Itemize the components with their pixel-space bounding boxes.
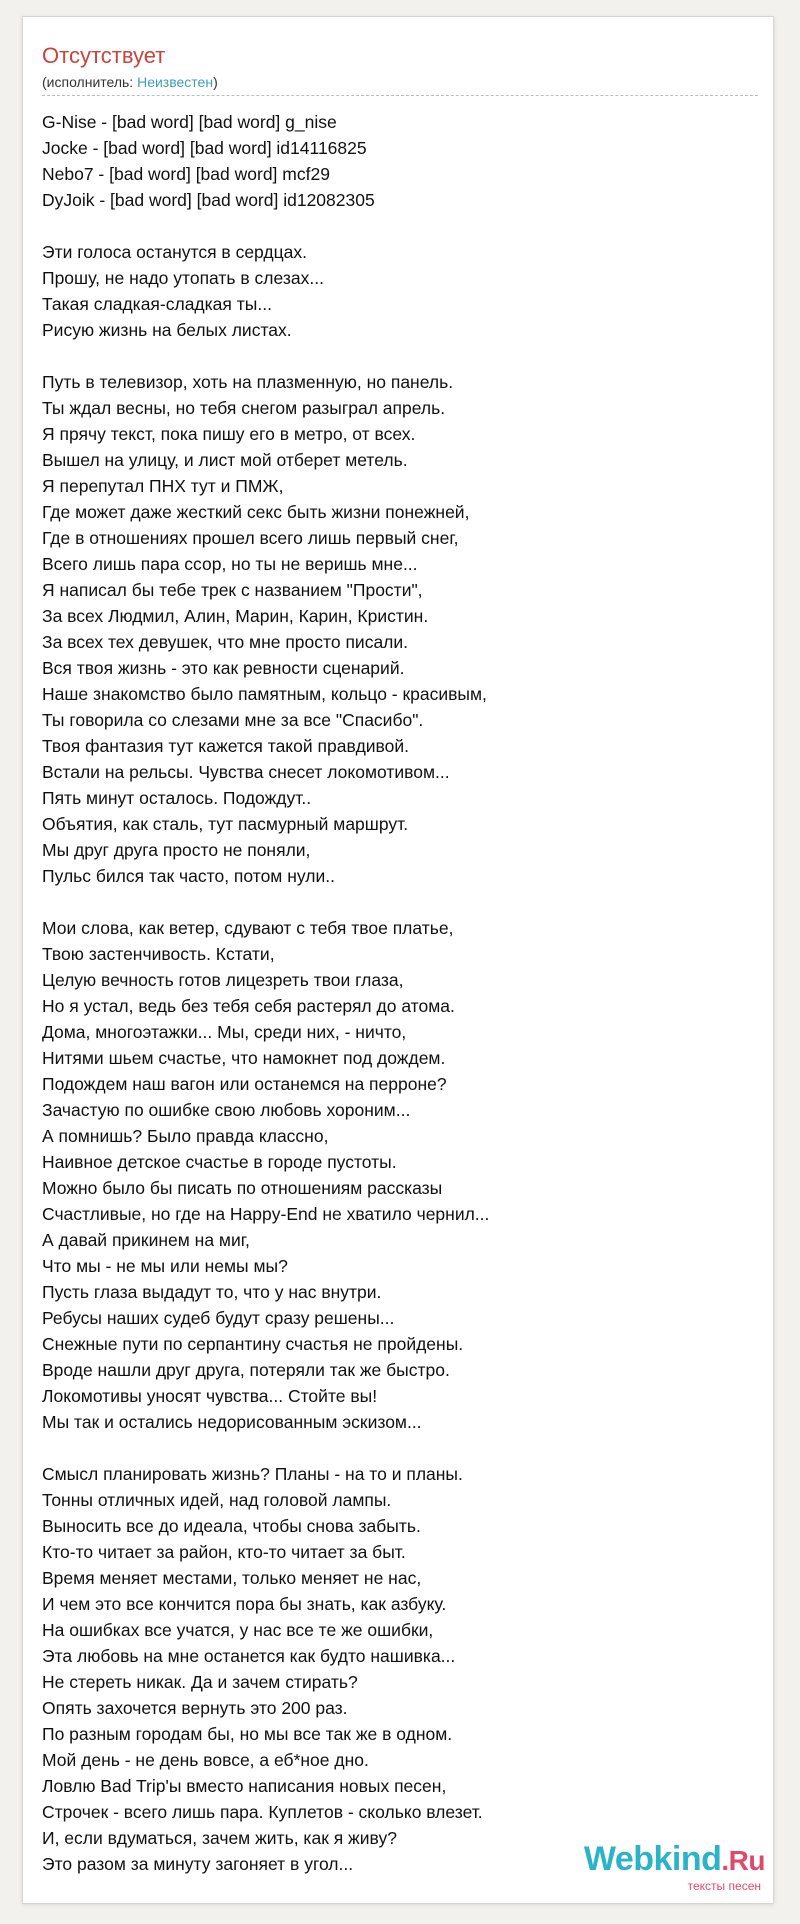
lyric-line: Эта любовь на мне останется как будто нашивка... (42, 1646, 456, 1666)
lyric-line: Локомотивы уносят чувства... Стойте вы! (42, 1386, 378, 1406)
lyric-line: Нитями шьем счастье, что намокнет под дождем. (42, 1048, 446, 1068)
lyric-line: На ошибках все учатся, у нас все те же ошибки, (42, 1620, 434, 1640)
lyric-line: По разным городам бы, но мы все так же в одном. (42, 1724, 453, 1744)
lyric-line: Что мы - не мы или немы мы? (42, 1256, 288, 1276)
lyric-line: Ловлю Bad Trip'ы вместо написания новых песен, (42, 1776, 447, 1796)
lyric-line: Где может даже жесткий секс быть жизни понежней, (42, 502, 470, 522)
lyric-line: Опять захочется вернуть это 200 раз. (42, 1698, 348, 1718)
lyrics-stanza (42, 369, 758, 889)
lyric-line: Кто-то читает за район, кто-то читает за быт. (42, 1542, 406, 1562)
lyric-line: Рисую жизнь на белых листах. (42, 320, 292, 340)
title-divider (42, 95, 758, 96)
watermark-tld: .Ru (721, 1845, 765, 1876)
lyrics-stanza (42, 239, 758, 343)
lyric-line: Путь в телевизор, хоть на плазменную, но панель. (42, 372, 454, 392)
lyric-line: Я перепутал ПНХ тут и ПМЖ, (42, 476, 284, 496)
lyric-line: Мы друг друга просто не поняли, (42, 840, 311, 860)
lyric-line: G-Nise - [bad word] [bad word] g_nise (42, 112, 337, 132)
lyric-line: Jocke - [bad word] [bad word] id14116825 (42, 138, 367, 158)
artist-suffix: ) (213, 74, 218, 90)
lyric-line: Вся твоя жизнь - это как ревности сценарий. (42, 658, 405, 678)
lyric-line: Пять минут осталось. Подождут.. (42, 788, 312, 808)
artist-link[interactable]: Неизвестен (137, 74, 214, 90)
lyric-line: Счастливые, но где на Happy-End не хватило чернил... (42, 1204, 490, 1224)
lyric-line: А помнишь? Было правда классно, (42, 1126, 329, 1146)
lyric-line: Мы так и остались недорисованным эскизом... (42, 1412, 422, 1432)
lyric-line: Вроде нашли друг друга, потеряли так же быстро. (42, 1360, 450, 1380)
lyric-line: Наше знакомство было памятным, кольцо - красивым, (42, 684, 487, 704)
lyric-line: За всех Людмил, Алин, Марин, Карин, Кристин. (42, 606, 429, 626)
lyric-line: DyJoik - [bad word] [bad word] id12082305 (42, 190, 375, 210)
lyric-line: Это разом за минуту загоняет в угол... (42, 1854, 354, 1874)
lyric-line: Ты ждал весны, но тебя снегом разыграл апрель. (42, 398, 446, 418)
lyrics-stanza (42, 109, 758, 213)
lyric-line: Тонны отличных идей, над головой лампы. (42, 1490, 392, 1510)
lyric-line: Выносить все до идеала, чтобы снова забыть. (42, 1516, 421, 1536)
lyric-line: Где в отношениях прошел всего лишь первый снег, (42, 528, 459, 548)
lyric-line: Встали на рельсы. Чувства снесет локомотивом... (42, 762, 450, 782)
lyric-line: Пусть глаза выдадут то, что у нас внутри. (42, 1282, 382, 1302)
lyric-line: Целую вечность готов лицезреть твои глаза, (42, 970, 404, 990)
lyric-line: Не стереть никак. Да и зачем стирать? (42, 1672, 358, 1692)
lyric-line: Всего лишь пара ссор, но ты не веришь мне... (42, 554, 418, 574)
lyric-line: И, если вдуматься, зачем жить, как я живу? (42, 1828, 397, 1848)
lyric-line: Прошу, не надо утопать в слезах... (42, 268, 324, 288)
lyric-line: И чем это все кончится пора бы знать, как азбуку. (42, 1594, 447, 1614)
watermark-tagline: тексты песен (687, 1879, 761, 1893)
lyric-line: Можно было бы писать по отношениям рассказы (42, 1178, 443, 1198)
lyric-line: Мои слова, как ветер, сдувают с тебя твое платье, (42, 918, 454, 938)
song-title: Отсутствует (42, 43, 166, 68)
lyric-line: Смысл планировать жизнь? Планы - на то и планы. (42, 1464, 463, 1484)
lyric-line: Дома, многоэтажки... Мы, среди них, - ничто, (42, 1022, 407, 1042)
site-watermark (565, 1841, 765, 1895)
lyric-line: За всех тех девушек, что мне просто писали. (42, 632, 409, 652)
lyrics-text (42, 109, 758, 1903)
artist-line (42, 75, 218, 89)
lyric-line: Но я устал, ведь без тебя себя растерял до атома. (42, 996, 455, 1016)
lyric-line: Ты говорила со слезами мне за все "Спасибо". (42, 710, 424, 730)
lyric-line: Объятия, как сталь, тут пасмурный маршрут. (42, 814, 409, 834)
lyric-line: Подождем наш вагон или останемся на перроне? (42, 1074, 447, 1094)
lyric-line: Такая сладкая-сладкая ты... (42, 294, 272, 314)
lyric-line: Ребусы наших судеб будут сразу решены... (42, 1308, 395, 1328)
lyric-line: Nebo7 - [bad word] [bad word] mcf29 (42, 164, 330, 184)
lyrics-stanza (42, 1461, 758, 1877)
lyric-line: Твоя фантазия тут кажется такой правдивой. (42, 736, 410, 756)
watermark-logo (565, 1841, 765, 1879)
lyric-line: Наивное детское счастье в городе пустоты. (42, 1152, 397, 1172)
lyric-line: Время меняет местами, только меняет не нас, (42, 1568, 422, 1588)
lyrics-card (22, 16, 774, 1904)
watermark-brand: Webkind (583, 1840, 722, 1878)
lyric-line: Строчек - всего лишь пара. Куплетов - сколько влезет. (42, 1802, 483, 1822)
artist-prefix: (исполнитель: (42, 74, 138, 90)
lyric-line: Я написал бы тебе трек с названием "Прости", (42, 580, 423, 600)
lyric-line: Пульс бился так часто, потом нули.. (42, 866, 335, 886)
lyric-line: Твою застенчивость. Кстати, (42, 944, 275, 964)
lyric-line: А давай прикинем на миг, (42, 1230, 250, 1250)
lyric-line: Эти голоса останутся в сердцах. (42, 242, 307, 262)
lyric-line: Зачастую по ошибке свою любовь хороним... (42, 1100, 411, 1120)
lyric-line: Снежные пути по серпантину счастья не пройдены. (42, 1334, 464, 1354)
lyric-line: Мой день - не день вовсе, а еб*ное дно. (42, 1750, 369, 1770)
lyric-line: Вышел на улицу, и лист мой отберет метель. (42, 450, 408, 470)
lyrics-stanza (42, 915, 758, 1435)
lyric-line: Я прячу текст, пока пишу его в метро, от всех. (42, 424, 416, 444)
